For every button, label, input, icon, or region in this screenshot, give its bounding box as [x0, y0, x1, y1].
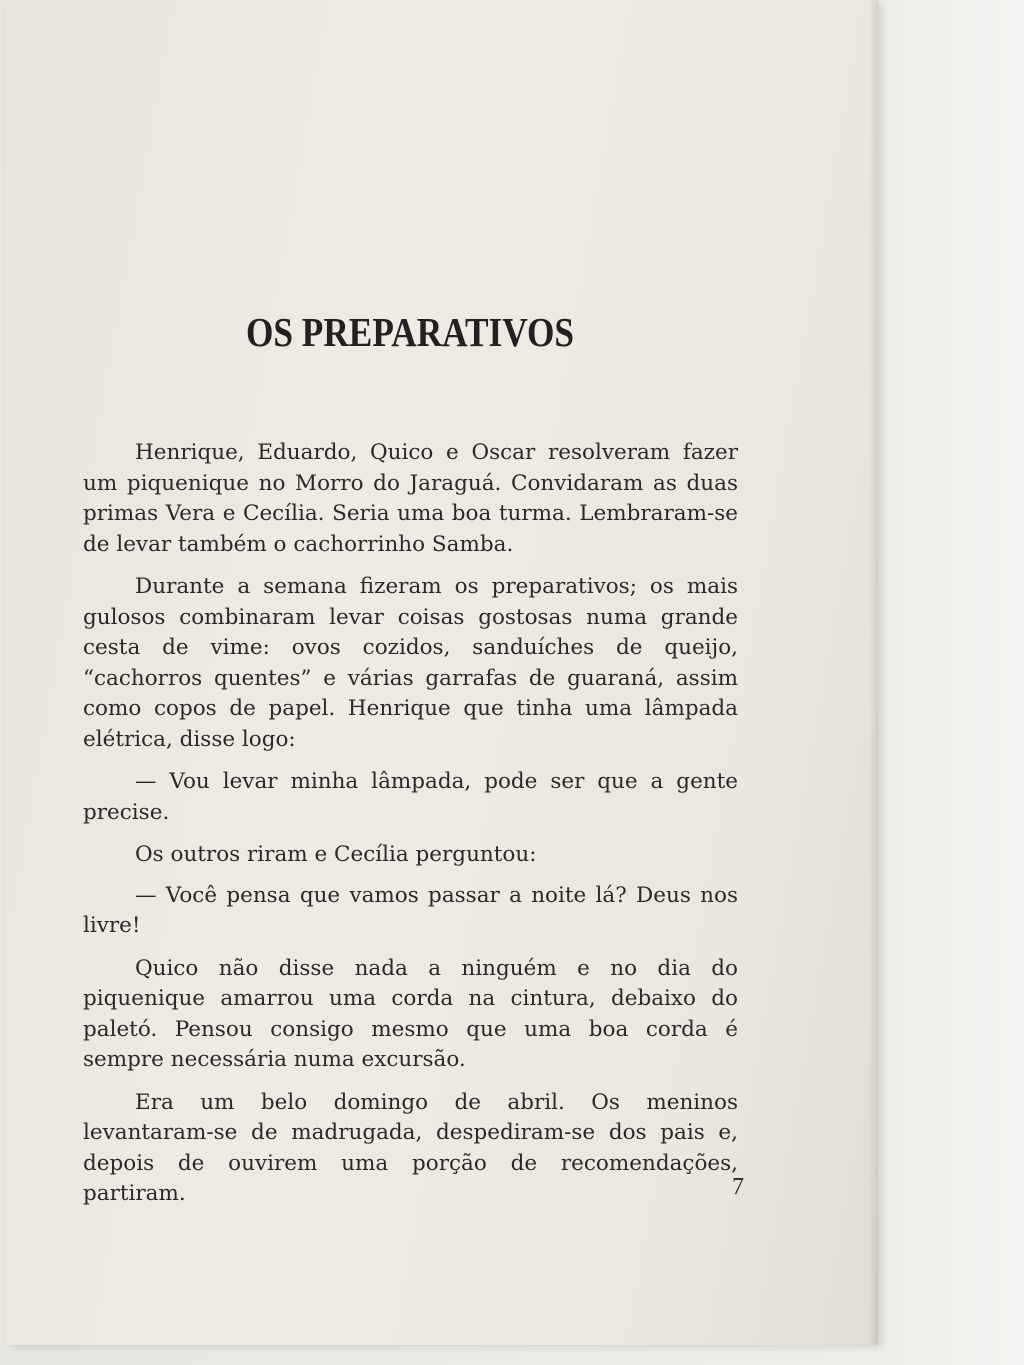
page-number: 7: [732, 1174, 744, 1200]
page-edge-shadow: [868, 0, 878, 1345]
body-text: [83, 438, 738, 1222]
paragraph: Henrique, Eduardo, Quico e Oscar resolveram fazer um piquenique no Morro do Jaraguá. Convidaram as duas primas Vera e Cecília. Seria uma boa turma. Lembraram-se de levar também o cachorrinho Samba.: [83, 440, 738, 557]
chapter-title: OS PREPARATIVOS: [245, 309, 575, 355]
dialogue-paragraph: — Vou levar minha lâmpada, pode ser que a gente precise.: [83, 769, 738, 825]
dialogue-paragraph: — Você pensa que vamos passar a noite lá? Deus nos livre!: [83, 882, 738, 938]
paragraph: Era um belo domingo de abril. Os meninos levantaram-se de madrugada, despediram-se dos pais e, depois de ouvirem uma porção de recomendações, partiram.: [83, 1089, 738, 1206]
paragraph: Durante a semana fizeram os preparativos; os mais gulosos combinaram levar coisas gostosas numa grande cesta de vime: ovos cozidos, sanduíches de queijo, “cachorros quentes” e várias garrafas de guaraná, assim como copos de papel. Henrique que tinha uma lâmpada elétrica, disse logo:: [83, 574, 738, 752]
paragraph: Os outros riram e Cecília perguntou:: [135, 842, 537, 867]
paragraph: Quico não disse nada a ninguém e no dia do piquenique amarrou uma corda na cintura, debaixo do paletó. Pensou consigo mesmo que uma boa corda é sempre necessária numa excursão.: [83, 955, 738, 1072]
